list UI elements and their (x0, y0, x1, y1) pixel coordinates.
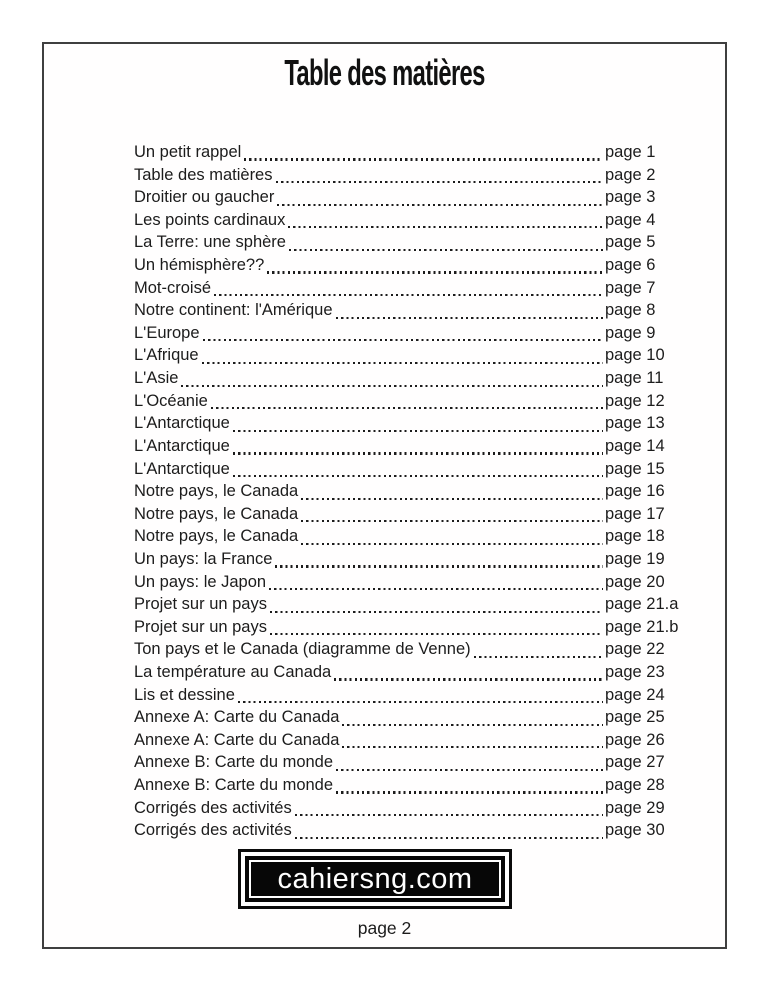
toc-entry-page: page 21.b (605, 617, 679, 636)
toc-entry-title: Projet sur un pays (134, 617, 267, 636)
toc-entry-page: page 25 (605, 708, 665, 727)
dot-leader (181, 385, 603, 387)
toc-entry (134, 797, 689, 820)
toc-entry (134, 819, 689, 842)
toc-entry-title: Annexe B: Carte du monde (134, 776, 334, 795)
toc-entry-page: page 22 (605, 640, 665, 659)
toc-entry-title: L'Antarctique (134, 414, 230, 433)
toc-entry-page: page 30 (605, 821, 665, 840)
toc-entry-page: page 23 (605, 663, 665, 682)
page-title: Table des matières (284, 52, 485, 93)
dot-leader (342, 746, 603, 748)
toc-entry-title: Annexe A: Carte du Canada (134, 708, 340, 727)
toc-entry-page: page 17 (605, 504, 665, 523)
toc-entry (134, 593, 689, 616)
dot-leader (336, 791, 603, 793)
dot-leader (244, 158, 603, 160)
toc-entry-page: page 14 (605, 436, 665, 455)
toc-entry (134, 164, 689, 187)
toc-entry-page: page 10 (605, 346, 665, 365)
toc-entry-page: page 15 (605, 459, 665, 478)
toc-entry (134, 390, 689, 413)
toc-entry (134, 344, 689, 367)
dot-leader (233, 475, 603, 477)
toc-entry (134, 684, 689, 707)
toc-entry (134, 503, 689, 526)
toc-entry-title: Corrigés des activités (134, 798, 292, 817)
brand-box (238, 849, 512, 909)
toc-entry-page: page 9 (605, 323, 656, 342)
brand-box-inner (245, 856, 505, 902)
toc-entry-page: page 3 (605, 188, 656, 207)
toc-entry (134, 616, 689, 639)
toc-entry-title: Ton pays et le Canada (diagramme de Venne) (134, 640, 471, 659)
toc-entry-title: L'Océanie (134, 391, 208, 410)
dot-leader (336, 317, 604, 319)
toc-entry-title: L'Antarctique (134, 459, 230, 478)
dot-leader (289, 249, 603, 251)
dot-leader (342, 724, 603, 726)
toc-entry-title: Un petit rappel (134, 143, 242, 161)
dot-leader (269, 588, 603, 590)
page-border-frame (42, 42, 727, 949)
toc-entry (134, 254, 689, 277)
toc-entry-title: Notre pays, le Canada (134, 527, 299, 546)
dot-leader (275, 565, 603, 567)
dot-leader (301, 498, 603, 500)
toc-entry-title: Corrigés des activités (134, 821, 292, 840)
toc-entry (134, 367, 689, 390)
toc-entry (134, 480, 689, 503)
toc-entry-page: page 28 (605, 776, 665, 795)
toc-entry-page: page 26 (605, 730, 665, 749)
toc-entry-title: L'Europe (134, 323, 200, 342)
dot-leader (267, 271, 603, 273)
toc-entry-page: page 21.a (605, 595, 679, 614)
toc-entry (134, 458, 689, 481)
toc-entry-page: page 20 (605, 572, 665, 591)
toc-entry-page: page 5 (605, 233, 656, 252)
toc-entry-title: L'Afrique (134, 346, 199, 365)
dot-leader (277, 204, 603, 206)
toc-entry-title: Notre pays, le Canada (134, 482, 299, 501)
dot-leader (276, 181, 604, 183)
dot-leader (203, 339, 603, 341)
toc-entry-page: page 24 (605, 685, 665, 704)
toc-entry (134, 571, 689, 594)
toc-entry (134, 706, 689, 729)
toc-entry-page: page 19 (605, 549, 665, 568)
toc-entry (134, 412, 689, 435)
toc-entry (134, 729, 689, 752)
toc-entry-title: La température au Canada (134, 663, 332, 682)
toc-entry-title: Un pays: le Japon (134, 572, 267, 591)
brand-url-text: cahiersng.com (277, 862, 473, 895)
dot-leader (295, 837, 603, 839)
toc-entry-page: page 18 (605, 527, 665, 546)
toc-entry (134, 548, 689, 571)
toc-entry-title: L'Antarctique (134, 436, 230, 455)
toc-entry-title: Annexe B: Carte du monde (134, 753, 334, 772)
dot-leader (233, 430, 603, 432)
toc-entry (134, 751, 689, 774)
toc-entry-title: Mot-croisé (134, 278, 212, 297)
toc-entry-page: page 6 (605, 256, 656, 275)
toc-entry-title: Les points cardinaux (134, 210, 286, 229)
dot-leader (270, 611, 603, 613)
toc-entry (134, 277, 689, 300)
toc-entry-page: page 29 (605, 798, 665, 817)
toc-entry-page: page 1 (605, 143, 656, 161)
toc-entry-page: page 2 (605, 165, 656, 184)
toc-entry-title: Un hémisphère?? (134, 256, 265, 275)
toc-entry-title: Projet sur un pays (134, 595, 267, 614)
toc-entry-page: page 7 (605, 278, 656, 297)
toc-entry-page: page 12 (605, 391, 665, 410)
toc-entry-title: Notre continent: l'Amérique (134, 301, 333, 320)
toc-entry (134, 435, 689, 458)
toc-entry (134, 525, 689, 548)
dot-leader (288, 226, 603, 228)
dot-leader (295, 814, 603, 816)
toc-entry-page: page 8 (605, 301, 656, 320)
dot-leader (474, 656, 603, 658)
dot-leader (301, 520, 603, 522)
toc-entry-title: Un pays: la France (134, 549, 273, 568)
toc-entry-title: L'Asie (134, 369, 179, 388)
dot-leader (270, 633, 603, 635)
toc-entry (134, 774, 689, 797)
dot-leader (202, 362, 603, 364)
toc-entry-page: page 27 (605, 753, 665, 772)
toc-entry-title: Table des matières (134, 165, 273, 184)
toc-entry-page: page 16 (605, 482, 665, 501)
dot-leader (233, 452, 603, 454)
toc-entry-page: page 11 (605, 369, 664, 388)
toc-entry-page: page 4 (605, 210, 656, 229)
toc-entry (134, 186, 689, 209)
toc-entry (134, 231, 689, 254)
toc-entry (134, 141, 689, 164)
toc-entry (134, 322, 689, 345)
toc-entry-title: Notre pays, le Canada (134, 504, 299, 523)
page-number-footer: page 2 (357, 918, 412, 938)
toc-entry (134, 638, 689, 661)
toc-entry-title: Annexe A: Carte du Canada (134, 730, 340, 749)
toc-entry-title: Lis et dessine (134, 685, 235, 704)
dot-leader (334, 678, 603, 680)
toc-entry (134, 661, 689, 684)
dot-leader (211, 407, 603, 409)
toc-entry (134, 209, 689, 232)
toc-entry-page: page 13 (605, 414, 665, 433)
toc-list (134, 141, 689, 842)
dot-leader (336, 769, 603, 771)
toc-entry (134, 299, 689, 322)
dot-leader (238, 701, 603, 703)
dot-leader (214, 294, 603, 296)
toc-entry-title: Droitier ou gaucher (134, 188, 275, 207)
toc-entry-title: La Terre: une sphère (134, 233, 286, 252)
dot-leader (301, 543, 603, 545)
